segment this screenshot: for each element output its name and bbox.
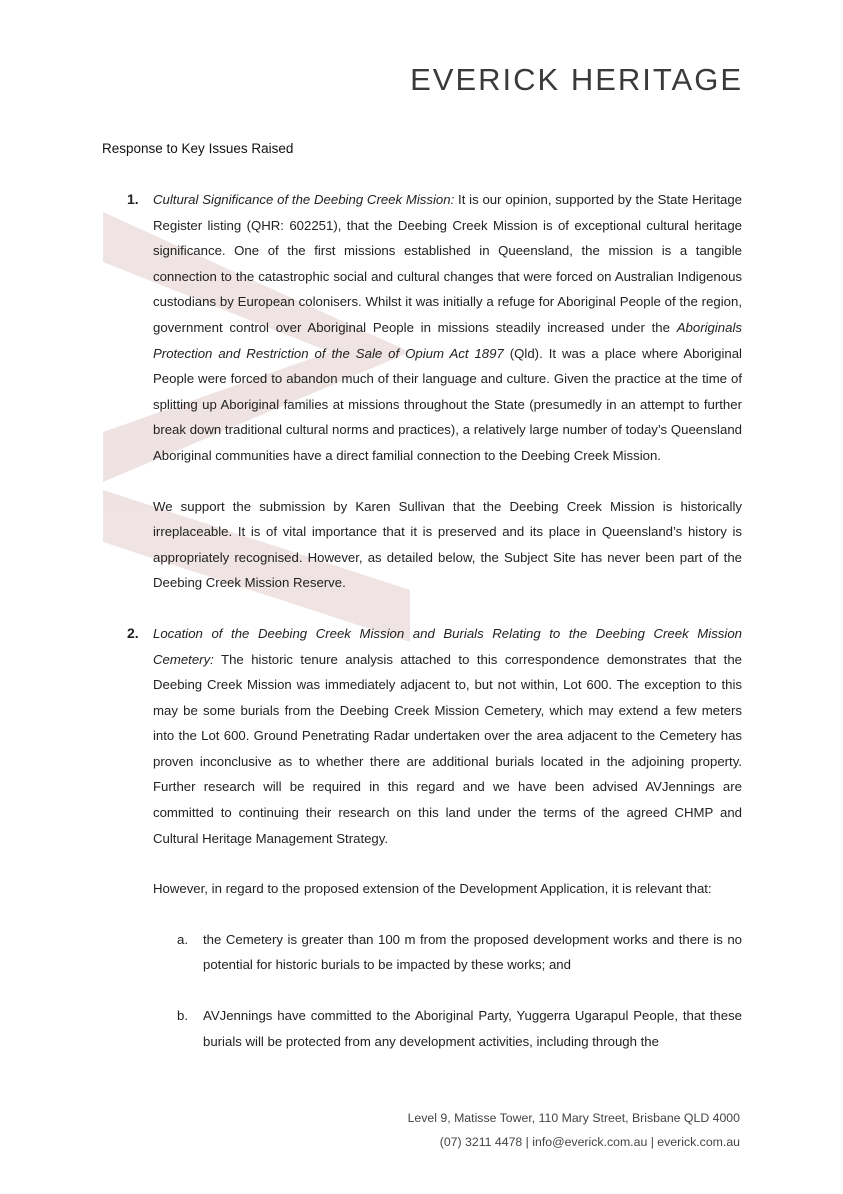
sub-item-letter: a. bbox=[177, 931, 188, 947]
item-title: Cultural Significance of the Deebing Creek Mission: bbox=[153, 192, 455, 207]
paragraph bbox=[153, 187, 742, 469]
item-title: Location of the Deebing Creek Mission and Burials Relating to the Deebing Creek Mission Cemetery: bbox=[153, 625, 742, 667]
numbered-item-1 bbox=[102, 187, 742, 596]
sub-item-text: AVJennings have committed to the Aboriginal Party, Yuggerra Ugarapul People, that these burials will be protected from any development activities, including through the bbox=[203, 1008, 742, 1049]
paragraph: However, in regard to the proposed extension of the Development Application, it is relevant that: bbox=[153, 881, 712, 897]
footer-contact: (07) 3211 4478 | info@everick.com.au | everick.com.au bbox=[439, 1135, 740, 1149]
sub-item-a bbox=[153, 927, 742, 978]
sub-item-letter: b. bbox=[177, 1008, 188, 1024]
item-number: 2. bbox=[127, 624, 139, 641]
footer-address: Level 9, Matisse Tower, 110 Mary Street, Brisbane QLD 4000 bbox=[407, 1111, 740, 1125]
sub-item-text: the Cemetery is greater than 100 m from the proposed development works and there is no potential for historic burials to be impacted by these works; and bbox=[203, 931, 742, 973]
sub-item-b bbox=[153, 1003, 742, 1054]
section-heading: Response to Key Issues Raised bbox=[102, 141, 294, 156]
item-number: 1. bbox=[127, 191, 139, 207]
paragraph-text: The historic tenure analysis attached to this correspondence demonstrates that the Deebing Creek Mission was immediately adjacent to, but not within, Lot 600. The exception to this may be some burials from the Deebing Creek Mission Cemetery, which may extend a few meters into the Lot 600. Ground Penetrating Radar undertaken over the area adjacent to the Cemetery has proven inconclusive as to whether there are additional burials located in the adjoining property. Further research will be required in this regard and we have been advised AVJennings are committed to continuing their research on this land under the terms of the agreed CHMP and Cultural Heritage Management Strategy. bbox=[153, 651, 742, 846]
page-footer bbox=[408, 1106, 740, 1154]
numbered-item-2 bbox=[102, 621, 742, 1054]
item-body bbox=[153, 187, 742, 596]
item-body bbox=[153, 621, 742, 1054]
company-logo: EVERICK HERITAGE bbox=[410, 62, 743, 97]
paragraph: We support the submission by Karen Sullivan that the Deebing Creek Mission is historically irreplaceable. It is of vital importance that it is preserved and its place in Queensland’s history is appropriately recognised. However, as detailed below, the Subject Site has never been part of the Deebing Creek Mission Reserve. bbox=[153, 498, 742, 591]
paragraph bbox=[153, 621, 742, 851]
paragraph-text: (Qld). It was a place where Aboriginal People were forced to abandon much of their language and culture. Given the practice at the time of splitting up Aboriginal families at missions throughout the State (presumedly in an attempt to further break down traditional cultural norms and practices), a relatively large number of today’s Queensland Aboriginal communities have a direct familial connection to the Deebing Creek Mission. bbox=[153, 345, 742, 463]
paragraph-text: It is our opinion, supported by the State Heritage Register listing (QHR: 602251), that the Deebing Creek Mission is of exceptional cultural heritage significance. One of the first missions established in Queensland, the mission is a tangible connection to the catastrophic social and cultural changes that were forced on Australian Indigenous custodians by European colonisers. Whilst it was initially a refuge for Aboriginal People of the region, government control over Aboriginal People in missions steadily increased under the bbox=[153, 192, 742, 335]
act-title: Aboriginals Protection and Restriction of the Sale of Opium Act 1897 bbox=[153, 319, 742, 361]
document-body bbox=[102, 187, 742, 1054]
